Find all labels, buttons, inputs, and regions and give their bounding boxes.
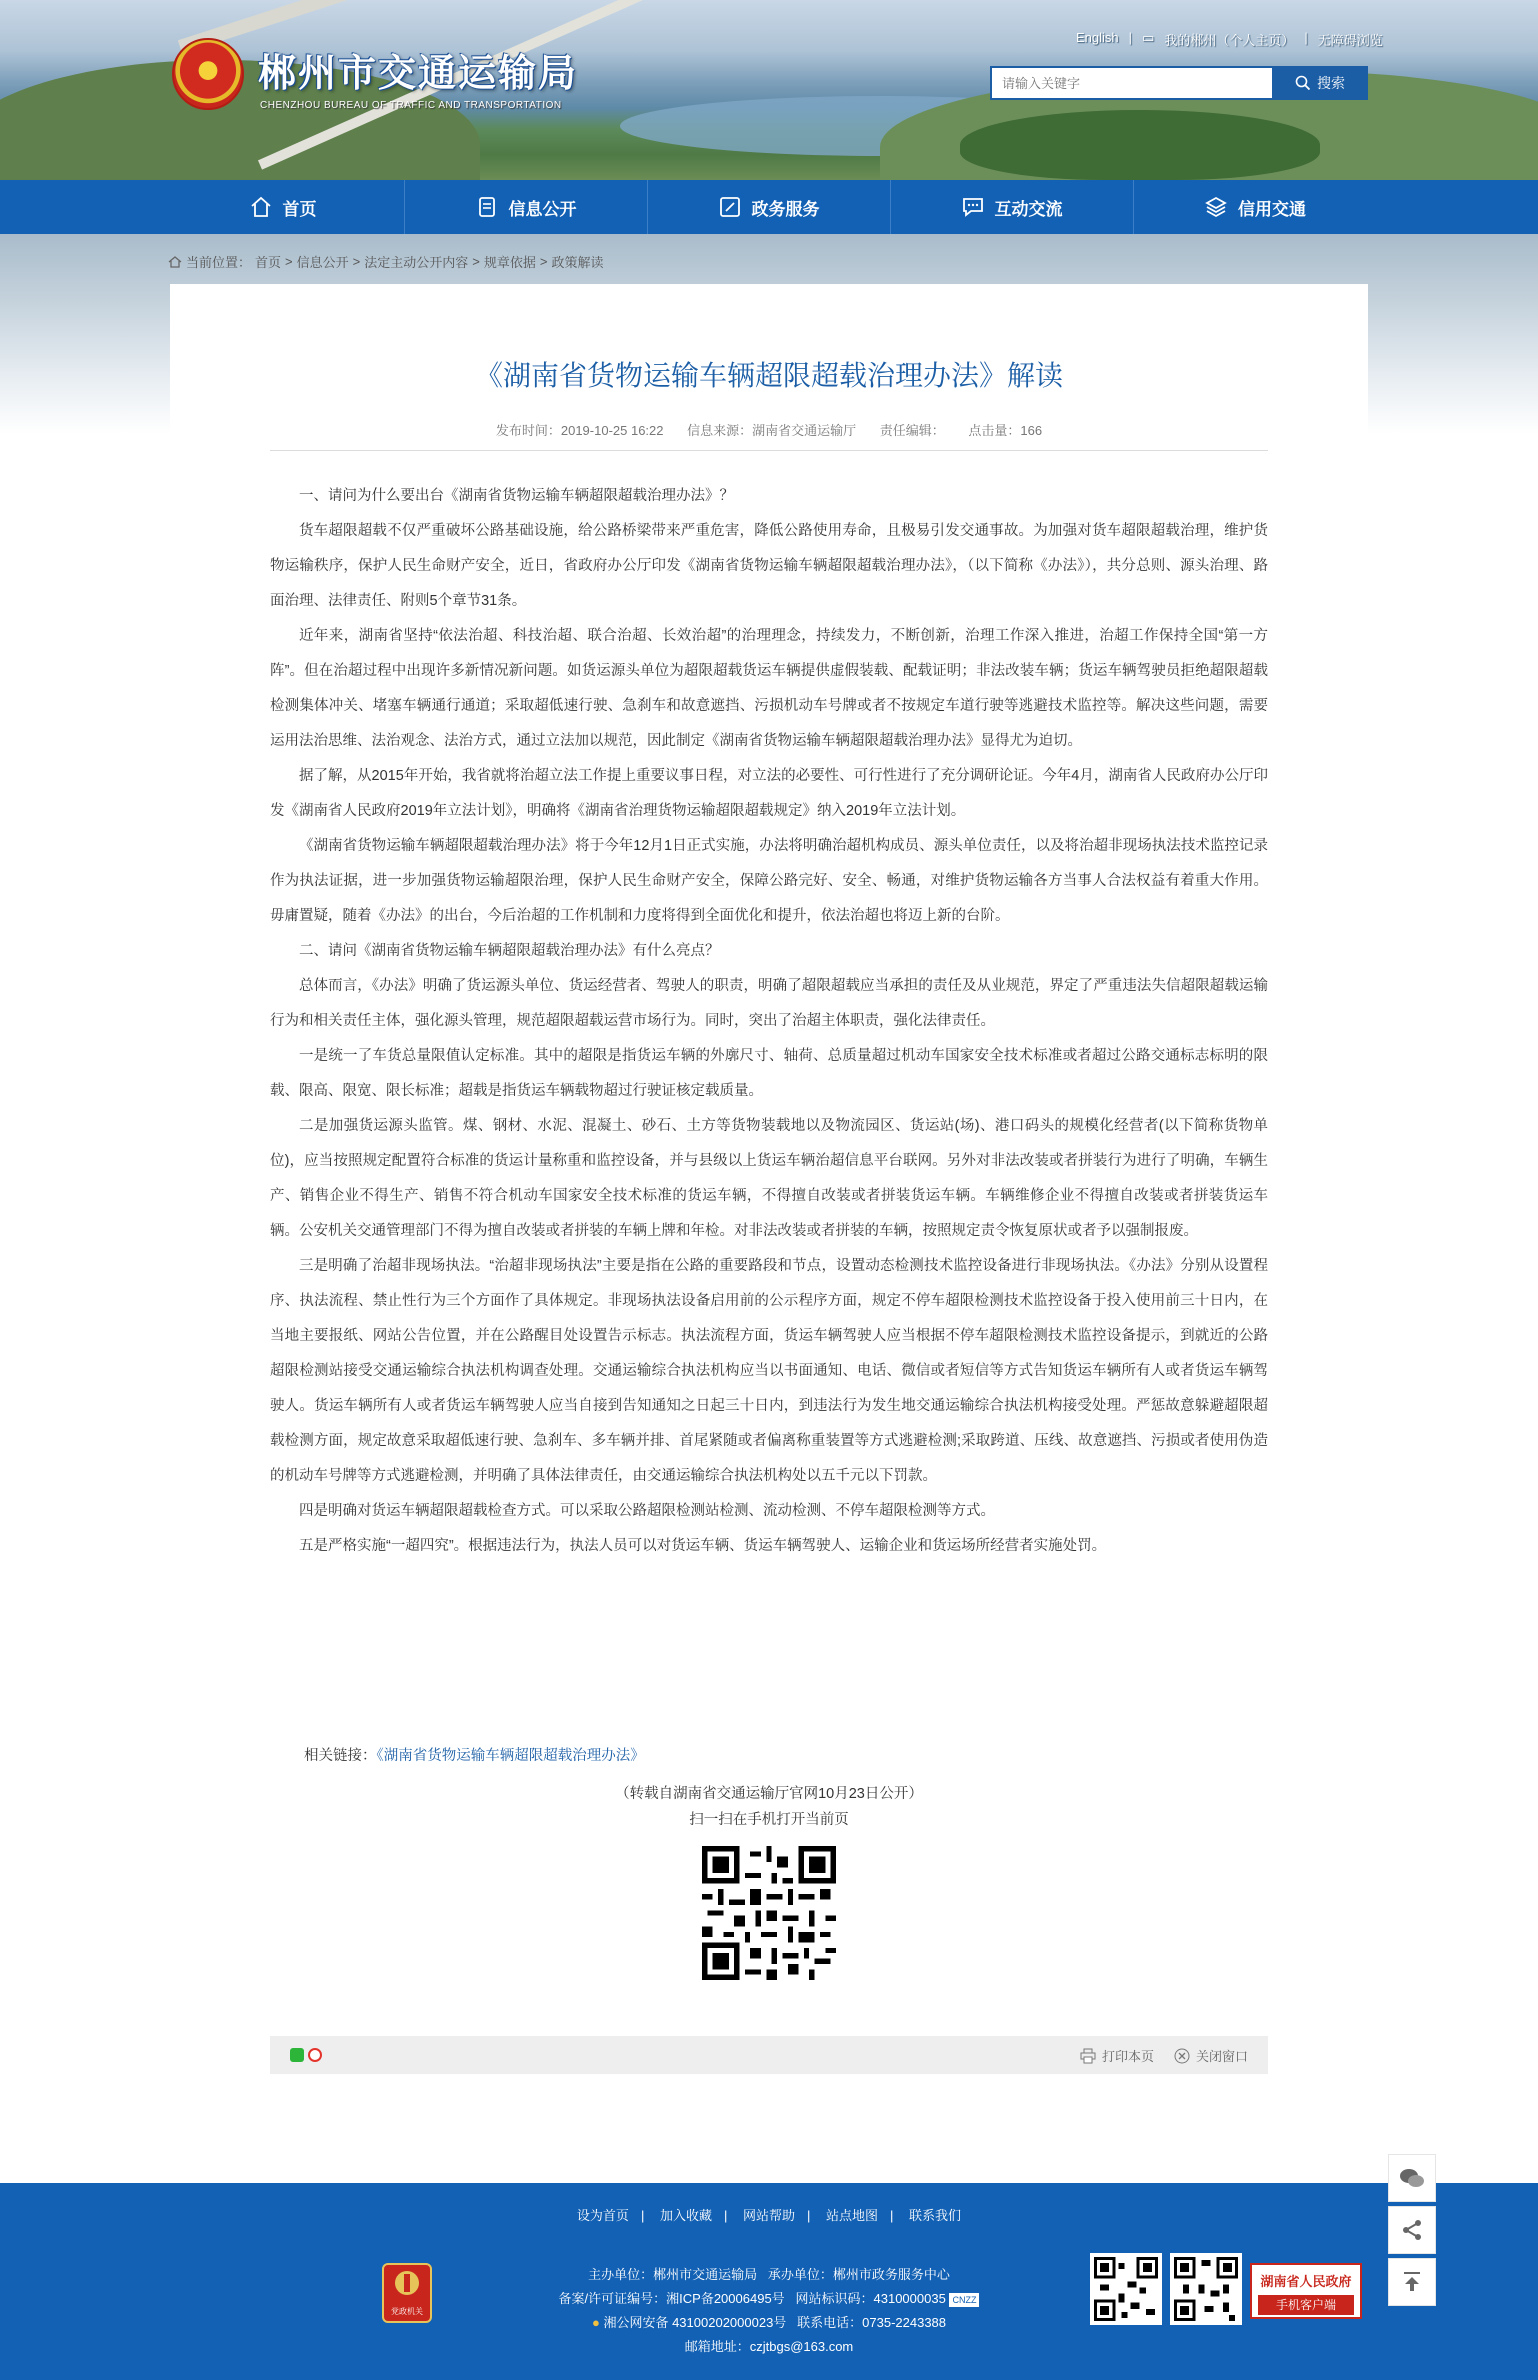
print-label: 打印本页 <box>1101 2049 1154 2064</box>
edit-icon <box>718 195 742 219</box>
search-icon <box>1295 75 1311 91</box>
hunan-gov-app-badge[interactable] <box>1250 2263 1362 2319</box>
paragraph: 二、请问《湖南省货物运输车辆超限超载治理办法》有什么亮点？ <box>299 943 720 959</box>
chat-icon <box>961 195 985 219</box>
search-bar <box>990 66 1370 100</box>
back-to-top-button[interactable] <box>1388 2258 1436 2306</box>
close-window-button[interactable] <box>1174 2046 1248 2065</box>
article-toolbar <box>270 2036 1268 2074</box>
weibo-share-icon[interactable] <box>308 2048 322 2062</box>
breadcrumb-home[interactable]: 首页 <box>255 255 282 270</box>
nav-interaction-label: 互动交流 <box>994 199 1063 219</box>
undertaker-unit: 承办单位：郴州市政务服务中心 <box>767 2267 950 2282</box>
article-panel <box>170 284 1368 2174</box>
search-button[interactable] <box>1272 66 1368 100</box>
nav-service-label: 政务服务 <box>751 199 820 219</box>
nav-gov-service[interactable] <box>648 180 891 234</box>
footer-qr-code-2-icon <box>1170 2253 1242 2325</box>
gov-app-label: 手机客户端 <box>1258 2295 1354 2315</box>
gov-name: 湖南省人民政府 <box>1260 2274 1352 2289</box>
footer-link-favorite[interactable]: 加入收藏 <box>659 2208 712 2223</box>
print-button[interactable] <box>1080 2046 1154 2065</box>
info-source: 信息来源：湖南省交通运输厅 <box>687 423 857 438</box>
paragraph: 三是明确了治超非现场执法。“治超非现场执法”主要是指在公路的重要路段和节点，设置动态检测技术监控设备进行非现场执法。《办法》分别从设置程序、执法流程、禁止性行为三个方面作了具体规定。非现场执法设备启用前的公示程序方面，规定不停车超限检测技术监控设备于投入使用前三十日内，在当地主要报纸、网站公告位置，并在公路醒目处设置告示标志。执法流程方面，货运车辆驾驶人应当根据不停车超限检测技术监控设备提示，到就近的公路超限检测站接受交通运输综合执法机构调查处理。交通运输综合执法机构应当以书面通知、电话、微信或者短信等方式告知货运车辆所有人或者货运车辆驾驶人。货运车辆所有人或者货运车辆驾驶人应当自接到告知通知之日起三十日内，到违法行为发生地交通运输综合执法机构接受处理。严惩故意躲避超限超载检测方面，规定故意采取超低速行驶、急刹车、多车辆并排、首尾紧随或者偏离称重装置等方式逃避检测;采取跨道、压线、故意遮挡、污损或者使用伪造的机动车号牌等方式逃避检测，并明确了具体法律责任，由交通运输综合执法机构处以五千元以下罚款。 <box>270 1258 1268 1484</box>
cnzz-badge[interactable]: CNZZ <box>949 2293 979 2307</box>
footer-link-help[interactable]: 网站帮助 <box>742 2208 795 2223</box>
share-float-button[interactable] <box>1388 2206 1436 2254</box>
nav-interaction[interactable] <box>891 180 1134 234</box>
breadcrumb-info[interactable]: 信息公开 <box>296 255 349 270</box>
close-icon <box>1174 2048 1190 2064</box>
contact-phone: 联系电话：0735-2243388 <box>797 2315 947 2330</box>
footer-link-sitemap[interactable]: 站点地图 <box>826 2208 879 2223</box>
search-button-label: 搜索 <box>1317 75 1345 91</box>
site-code: 网站标识码：4310000035 <box>795 2291 946 2306</box>
share-icon <box>1400 2218 1424 2242</box>
document-icon <box>475 195 499 219</box>
qr-code-icon <box>702 1846 836 1980</box>
paragraph: 货车超限超载不仅严重破坏公路基础设施，给公路桥梁带来严重危害，降低公路使用寿命，且极易引发交通事故。为加强对货车超限超载治理，维护货物运输秩序，保护人民生命财产安全，近日，省政府办公厅印发《湖南省货物运输车辆超限超载治理办法》，（以下简称《办法》），共分总则、源头治理、路面治理、法律责任、附则5个章节31条。 <box>270 523 1268 609</box>
home-small-icon <box>168 255 182 269</box>
editor: 责任编辑： <box>879 423 945 438</box>
monitor-icon: ▭ <box>1142 30 1155 45</box>
paragraph: 四是明确对货运车辆超限超载检查方式。可以采取公路超限检测站检测、流动检测、不停车超限检测等方式。 <box>299 1503 995 1519</box>
related-label: 相关链接： <box>304 1748 377 1764</box>
footer-links: 设为首页 | 加入收藏 | 网站帮助 | 站点地图 | 联系我们 <box>576 2208 962 2223</box>
english-link[interactable]: English <box>1076 30 1119 45</box>
wechat-icon <box>1398 2166 1426 2190</box>
main-nav <box>0 180 1538 234</box>
printer-icon <box>1080 2048 1096 2064</box>
national-emblem-icon <box>172 38 244 110</box>
article-meta <box>170 420 1368 439</box>
breadcrumb-statutory[interactable]: 法定主动公开内容 <box>364 255 469 270</box>
nav-home-label: 首页 <box>282 199 317 219</box>
paragraph: 《湖南省货物运输车辆超限超载治理办法》将于今年12月1日正式实施，办法将明确治超机构成员、源头单位责任，以及将治超非现场执法技术监控记录作为执法证据，进一步加强货物运输超限治理，保护人民生命财产安全，保障公路完好、安全、畅通，对维护货物运输各方当事人合法权益有着重大作用。毋庸置疑，随着《办法》的出台，今后治超的工作机制和力度将得到全面优化和提升，依法治超也将迈上新的台阶。 <box>270 838 1268 924</box>
footer-link-contact[interactable]: 联系我们 <box>909 2208 962 2223</box>
icp-number[interactable]: 备案/许可证编号：湘ICP备20006495号 <box>558 2291 785 2306</box>
divider <box>270 450 1268 451</box>
paragraph: 据了解，从2015年开始，我省就将治超立法工作提上重要议事日程，对立法的必要性、可行性进行了充分调研论证。今年4月，湖南省人民政府办公厅印发《湖南省人民政府2019年立法计划》，明确将《湖南省治理货物运输超限超载规定》纳入2019年立法计划。 <box>270 768 1268 819</box>
paragraph: 二是加强货运源头监管。煤、钢材、水泥、混凝土、砂石、土方等货物装载地以及物流园区、货运站(场)、港口码头的规模化经营者(以下简称货物单位)，应当按照规定配置符合标准的货运计量称重和监控设备，并与县级以上货运车辆治超信息平台联网。另外对非法改装或者拼装行为进行了明确，车辆生产、销售企业不得生产、销售不符合机动车国家安全技术标准的货运车辆，不得擅自改装或者拼装货运车辆。车辆维修企业不得擅自改装或者拼装货运车辆。公安机关交通管理部门不得为擅自改装或者拼装的车辆上牌和年检。对非法改装或者拼装的车辆，按照规定责令恢复原状或者予以强制报废。 <box>270 1118 1268 1239</box>
nav-home[interactable] <box>162 180 405 234</box>
site-title[interactable]: 郴州市交通运输局 <box>258 53 579 95</box>
top-links: English | ▭ 我的郴州（个人主页） | 无障碍浏览 <box>1076 30 1383 48</box>
footer <box>0 2183 1538 2380</box>
breadcrumb-label: 当前位置： <box>186 255 252 270</box>
wechat-share-icon[interactable] <box>290 2048 304 2062</box>
article-body <box>270 479 1268 1564</box>
contact-email: 邮箱地址：czjtbgs@163.com <box>684 2339 854 2354</box>
host-unit: 主办单位：郴州市交通运输局 <box>588 2267 758 2282</box>
paragraph: 近年来，湖南省坚持“依法治超、科技治超、联合治超、长效治超”的治理理念，持续发力，不断创新，治理工作深入推进，治超工作保持全国“第一方阵”。但在治超过程中出现许多新情况新问题。如货运源头单位为超限超载货运车辆提供虚假装载、配载证明；非法改装车辆；货运车辆驾驶员拒绝超限超载检测集体冲关、堵塞车辆通行通道；采取超低速行驶、急刹车和故意遮挡、污损机动车号牌或者不按规定车道行驶等逃避技术监控等。解决这些问题，需要运用法治思维、法治观念、法治方式，通过立法加以规范，因此制定《湖南省货物运输车辆超限超载治理办法》显得尤为迫切。 <box>270 628 1268 749</box>
layers-icon <box>1204 195 1228 219</box>
police-icon: ● <box>591 2315 600 2330</box>
article-title: 《湖南省货物运输车辆超限超载治理办法》解读 <box>474 360 1063 391</box>
reprint-note: （转载自湖南省交通运输厅官网10月23日公开） <box>615 1786 923 1802</box>
home-icon <box>249 195 273 219</box>
accessibility-link[interactable]: 无障碍浏览 <box>1317 33 1383 48</box>
related-links <box>304 1744 645 1765</box>
close-label: 关闭窗口 <box>1195 2049 1248 2064</box>
nav-credit-traffic[interactable] <box>1134 180 1377 234</box>
badge-text: 党政机关 <box>391 2307 423 2316</box>
footer-qr-code-icon <box>1090 2253 1162 2325</box>
footer-link-homepage[interactable]: 设为首页 <box>576 2208 629 2223</box>
publish-time: 发布时间：2019-10-25 16:22 <box>495 423 664 438</box>
police-record[interactable]: 湘公网安备 43100202000023号 <box>603 2315 787 2330</box>
paragraph: 五是严格实施“一超四究”。根据违法行为，执法人员可以对货运车辆、货运车辆驾驶人、运输企业和货运场所经营者实施处罚。 <box>299 1538 1107 1554</box>
site-subtitle: CHENZHOU BUREAU OF TRAFFIC AND TRANSPORTATION <box>260 100 562 111</box>
paragraph: 总体而言，《办法》明确了货运源头单位、货运经营者、驾驶人的职责，明确了超限超载应当承担的责任及从业规范，界定了严重违法失信超限超载运输行为和相关责任主体，强化源头管理，规范超限超载运营市场行为。同时，突出了治超主体职责，强化法律责任。 <box>270 978 1268 1029</box>
my-chenzhou-link[interactable]: 我的郴州（个人主页） <box>1164 33 1295 48</box>
nav-credit-label: 信用交通 <box>1238 199 1306 219</box>
nav-info-label: 信息公开 <box>508 199 577 219</box>
breadcrumb-policy[interactable]: 政策解读 <box>551 255 604 270</box>
share-buttons <box>290 2048 322 2062</box>
nav-info-disclosure[interactable] <box>405 180 648 234</box>
arrow-up-icon <box>1400 2270 1424 2294</box>
breadcrumb: 当前位置： 首页 > 信息公开 > 法定主动公开内容 > 规章依据 > 政策解读 <box>168 252 603 271</box>
wechat-float-button[interactable] <box>1388 2154 1436 2202</box>
breadcrumb-regulations[interactable]: 规章依据 <box>483 255 536 270</box>
paragraph: 一、请问为什么要出台《湖南省货物运输车辆超限超载治理办法》？ <box>299 488 734 504</box>
related-link[interactable]: 《湖南省货物运输车辆超限超载治理办法》 <box>376 1748 645 1764</box>
scan-text: 扫一扫在手机打开当前页 <box>689 1812 849 1828</box>
paragraph: 一是统一了车货总量限值认定标准。其中的超限是指货运车辆的外廓尺寸、轴荷、总质量超过机动车国家安全技术标准或者超过公路交通标志标明的限载、限高、限宽、限长标准；超载是指货运车辆载物超过行驶证核定载质量。 <box>270 1048 1268 1099</box>
view-count: 点击量：166 <box>968 423 1043 438</box>
search-input[interactable] <box>990 66 1272 100</box>
